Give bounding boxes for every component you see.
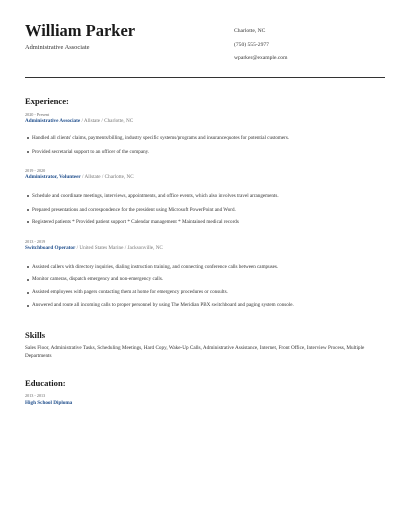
job-dates: 2019 - 2020 — [25, 168, 46, 173]
job-role — [25, 174, 134, 181]
job-dates: 2020 - Present — [25, 112, 50, 117]
bullet-icon — [27, 195, 29, 197]
education-heading: Education: — [25, 378, 66, 388]
candidate-title: Administrative Associate — [25, 44, 90, 51]
job-title: Switchboard Operator — [25, 245, 76, 251]
candidate-name: William Parker — [25, 21, 136, 40]
job-role — [25, 118, 133, 125]
job-role — [25, 245, 163, 252]
bullet-icon — [27, 292, 29, 294]
contact-phone: (750) 555-2977 — [234, 41, 269, 48]
education-degree: High School Diploma — [25, 399, 73, 406]
bullet-icon — [27, 221, 29, 223]
education-dates: 2013 - 2013 — [25, 393, 46, 398]
header-divider — [25, 77, 385, 78]
bullet-icon — [27, 279, 29, 281]
job-title: Administrator, Volunteer — [25, 174, 81, 180]
bullet-icon — [27, 209, 29, 211]
job-title: Administrative Associate — [25, 117, 81, 124]
contact-info — [234, 27, 287, 68]
resume-page: William Parker Administrative Associate Charlotte, NC (750) 555-2977 wparker@example.com Experience: 2020 - Present Administrative Associate / Allstate / Charlotte, NC Handled all clients' claims, payments/billing, industry specific systems/programs and insurancequotes for potential customers. Provided secretarial support to an officer of the company. 2019 - 2020 Administrator, Volunteer / Allstate / Charlotte, NC Schedule and coordinate meetings, interviews, appointments, and office events, which also involves travel arrangements. Prepared presentations and correspondence for the president using Microsoft PowerPoint and Word. Registered patients * Provided patient support * Calendar management * Maintained medical records 2013 - 2019 Switchboard Operator / United States Marine / Jacksonville, NC Assisted callers with directory inquiries, dialing instruction training, and connecting conference calls between campuses. Monitor cameras, dispatch emergency and non-emergency calls. Assisted employees with pagers contacting them at home for emergency procedures or consults. Answered and route all incoming calls to proper personnel by using The Meridian PBX switchboard and paging system console. Skills Sales Floor, Administrative Tasks, Scheduling Meetings, Hard Copy, Wake-Up Calls, Administrative Assistance, Internet, Front Office, Interview Process, Multiple Departments Education: 2013 - 2013 High School Diploma — [0, 0, 410, 530]
job-org: / Allstate / Charlotte, NC — [80, 117, 134, 124]
job-org: / United States Marine / Jacksonville, NC — [75, 245, 163, 251]
skills-list: Sales Floor, Administrative Tasks, Scheduling Meetings, Hard Copy, Wake-Up Calls, Administrative Assistance, Internet, Front Office, Interview Process, Multiple Departments — [25, 345, 365, 359]
contact-email[interactable]: wparker@example.com — [234, 55, 288, 61]
bullet-icon — [27, 137, 29, 139]
contact-location: Charlotte, NC — [234, 28, 266, 34]
bullet-icon — [27, 266, 29, 268]
job-org: / Allstate / Charlotte, NC — [80, 174, 134, 180]
skills-heading: Skills — [25, 330, 46, 340]
job-dates: 2013 - 2019 — [25, 239, 46, 244]
bullet-icon — [27, 151, 29, 153]
bullet-icon — [27, 305, 29, 307]
experience-heading: Experience: — [25, 96, 69, 106]
